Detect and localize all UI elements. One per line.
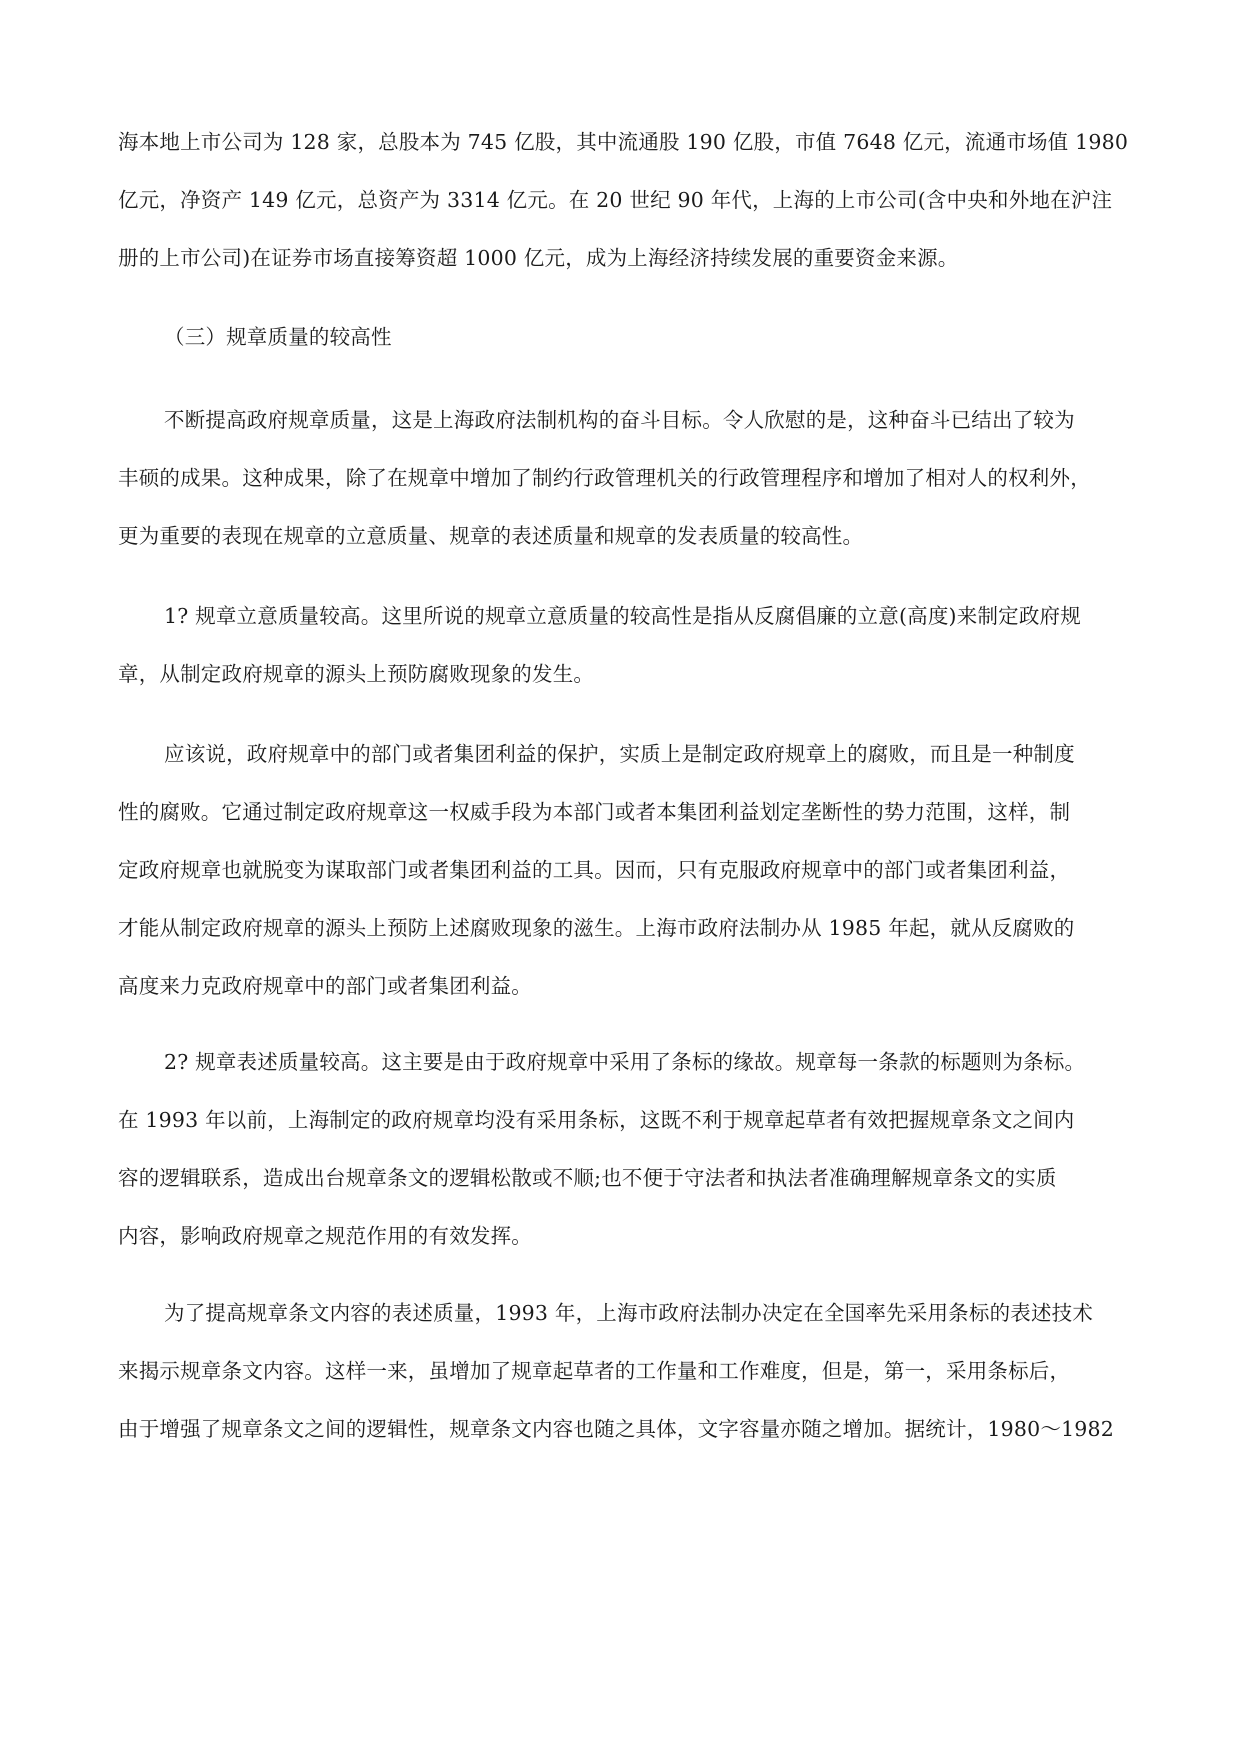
text-line: 容的逻辑联系，造成出台规章条文的逻辑松散或不顺;也不便于守法者和执法者准确理解规章条文的实质 <box>118 1166 1057 1190</box>
text-line: 来揭示规章条文内容。这样一来，虽增加了规章起草者的工作量和工作难度，但是，第一，采用条标后， <box>118 1359 1071 1383</box>
section-heading <box>118 308 1130 366</box>
text-line: 丰硕的成果。这种成果，除了在规章中增加了制约行政管理机关的行政管理程序和增加了相对人的权利外， <box>118 466 1091 490</box>
paragraph-1993-reform <box>118 1284 1130 1458</box>
text-line: 高度来力克政府规章中的部门或者集团利益。 <box>118 974 532 998</box>
text-line: 1? 规章立意质量较高。这里所说的规章立意质量的较高性是指从反腐倡廉的立意(高度)来制定政府规 <box>164 604 1081 628</box>
paragraph-corruption <box>118 725 1130 1015</box>
text-line: 定政府规章也就脱变为谋取部门或者集团利益的工具。因而，只有克服政府规章中的部门或者集团利益， <box>118 858 1071 882</box>
paragraph-item-2 <box>118 1033 1130 1265</box>
text-line: 亿元，净资产 149 亿元，总资产为 3314 亿元。在 20 世纪 90 年代，上海的上市公司(含中央和外地在沪注 <box>118 188 1113 212</box>
text-line: 内容，影响政府规章之规范作用的有效发挥。 <box>118 1224 532 1248</box>
text-line: 才能从制定政府规章的源头上预防上述腐败现象的滋生。上海市政府法制办从 1985 年起，就从反腐败的 <box>118 916 1075 940</box>
text-line: 更为重要的表现在规章的立意质量、规章的表述质量和规章的发表质量的较高性。 <box>118 524 864 548</box>
text-line: 性的腐败。它通过制定政府规章这一权威手段为本部门或者本集团利益划定垄断性的势力范围，这样，制 <box>118 800 1071 824</box>
text-line: 不断提高政府规章质量，这是上海政府法制机构的奋斗目标。令人欣慰的是，这种奋斗已结出了较为 <box>164 408 1075 432</box>
paragraph-quality-goal <box>118 391 1130 565</box>
paragraph-item-1 <box>118 587 1130 703</box>
text-line: 章，从制定政府规章的源头上预防腐败现象的发生。 <box>118 662 595 686</box>
text-line: 由于增强了规章条文之间的逻辑性，规章条文内容也随之具体，文字容量亦随之增加。据统计，1980～1982 <box>118 1417 1115 1441</box>
text-line: 册的上市公司)在证券市场直接筹资超 1000 亿元，成为上海经济持续发展的重要资金来源。 <box>118 246 959 270</box>
paragraph-listed-companies <box>118 113 1130 287</box>
text-line: 应该说，政府规章中的部门或者集团利益的保护，实质上是制定政府规章上的腐败，而且是一种制度 <box>164 742 1075 766</box>
text-line: 海本地上市公司为 128 家，总股本为 745 亿股，其中流通股 190 亿股，市值 7648 亿元，流通市场值 1980 <box>118 130 1129 154</box>
text-line: 在 1993 年以前，上海制定的政府规章均没有采用条标，这既不利于规章起草者有效把握规章条文之间内 <box>118 1108 1075 1132</box>
heading-text: （三）规章质量的较高性 <box>164 325 392 349</box>
text-line: 2? 规章表述质量较高。这主要是由于政府规章中采用了条标的缘故。规章每一条款的标题则为条标。 <box>164 1050 1086 1074</box>
text-line: 为了提高规章条文内容的表述质量，1993 年，上海市政府法制办决定在全国率先采用条标的表述技术 <box>164 1301 1094 1325</box>
